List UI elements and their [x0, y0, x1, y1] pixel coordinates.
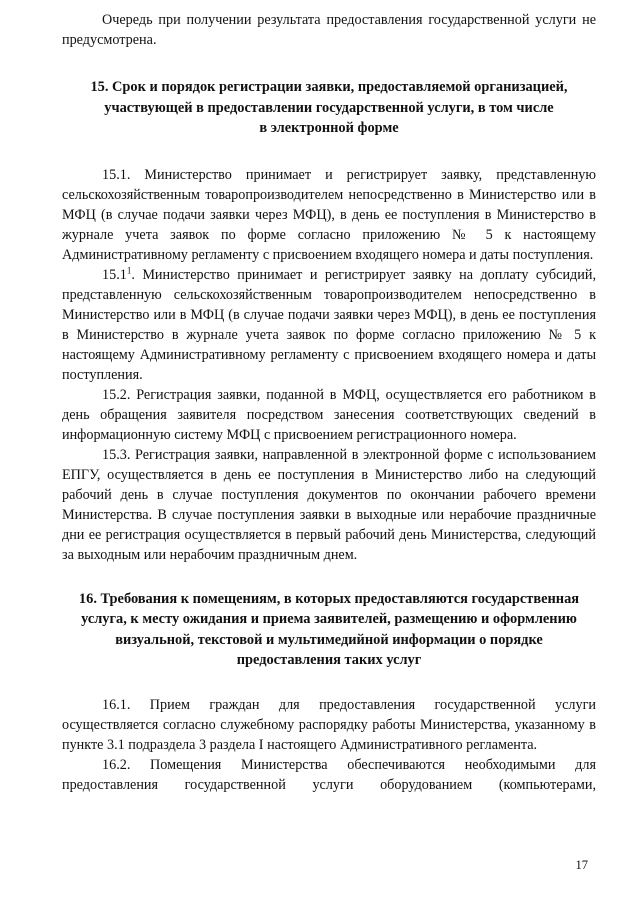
section-15-body	[62, 165, 596, 565]
section-16-heading	[62, 589, 596, 671]
intro-paragraph: Очередь при получении результата предоставления государственной услуги не предусмотрена.	[62, 12, 596, 48]
page-number: 17	[575, 858, 588, 872]
paragraph-16-1: 16.1. Прием граждан для предоставления государственной услуги осуществляется согласно служебному распорядку работы Министерства, указанному в пункте 3.1 подраздела 3 раздела I настоящего Административного регламента.	[62, 696, 596, 753]
heading-line: 16. Требования к помещениям, в которых предоставляются государственная	[78, 590, 580, 607]
paragraph-15-1: 15.1. Министерство принимает и регистрирует заявку, представленную сельскохозяйственным товаропроизводителем непосредственно в Министерство или в МФЦ (в случае подачи заявки через МФЦ), в день ее поступления в Министерство в журнале учета заявок по форме согласно приложению № 5 к настоящему Административному регламенту с присвоением входящего номера и даты поступления.	[62, 166, 596, 263]
heading-line: визуальной, текстовой и мультимедийной информации о порядке	[115, 631, 543, 648]
heading-line: услуга, к месту ожидания и приема заявителей, размещению и оформлению	[81, 611, 577, 627]
heading-line: участвующей в предоставлении государственной услуги, в том числе	[104, 99, 554, 116]
paragraph-15-1-1	[62, 265, 596, 385]
clause-number: 15.1	[102, 266, 127, 283]
document-page	[62, 10, 596, 815]
clause-superscript: 1	[126, 264, 132, 275]
section-16-body	[62, 695, 596, 815]
paragraph-16-2: 16.2. Помещения Министерства обеспечиваются необходимыми для предоставления государственной услуги оборудованием (компьютерами,	[62, 756, 596, 793]
paragraph-15-3: 15.3. Регистрация заявки, направленной в электронной форме с использованием ЕПГУ, осуществляется в день ее поступления в Министерство либо на следующий рабочий день в случае поступления документов по окончании рабочего времени Министерства. В случае поступления заявки в выходные или нерабочие праздничные дни ее регистрация осуществляется в первый рабочий день Министерства, следующий за выходным или нерабочим праздничным днем.	[62, 446, 596, 563]
heading-line: 15. Срок и порядок регистрации заявки, предоставляемой организацией,	[90, 79, 568, 95]
section-15-heading	[62, 77, 596, 139]
heading-line: в электронной форме	[259, 120, 399, 136]
heading-line: предоставления таких услуг	[236, 652, 422, 668]
clause-text: . Министерство принимает и регистрирует заявку на доплату субсидий, представленную сельскохозяйственным товаропроизводителем непосредственно в Министерство или в МФЦ (в случае подачи заявки через МФЦ), в день ее поступления в Министерство в журнале учета заявок по форме согласно приложению № 5 к настоящему Административному регламенту с присвоением входящего номера и даты поступления.	[62, 266, 596, 383]
paragraph-15-2: 15.2. Регистрация заявки, поданной в МФЦ, осуществляется его работником в день обращения заявителя посредством занесения соответствующих сведений в информационную систему МФЦ с присвоением регистрационного номера.	[62, 386, 596, 443]
